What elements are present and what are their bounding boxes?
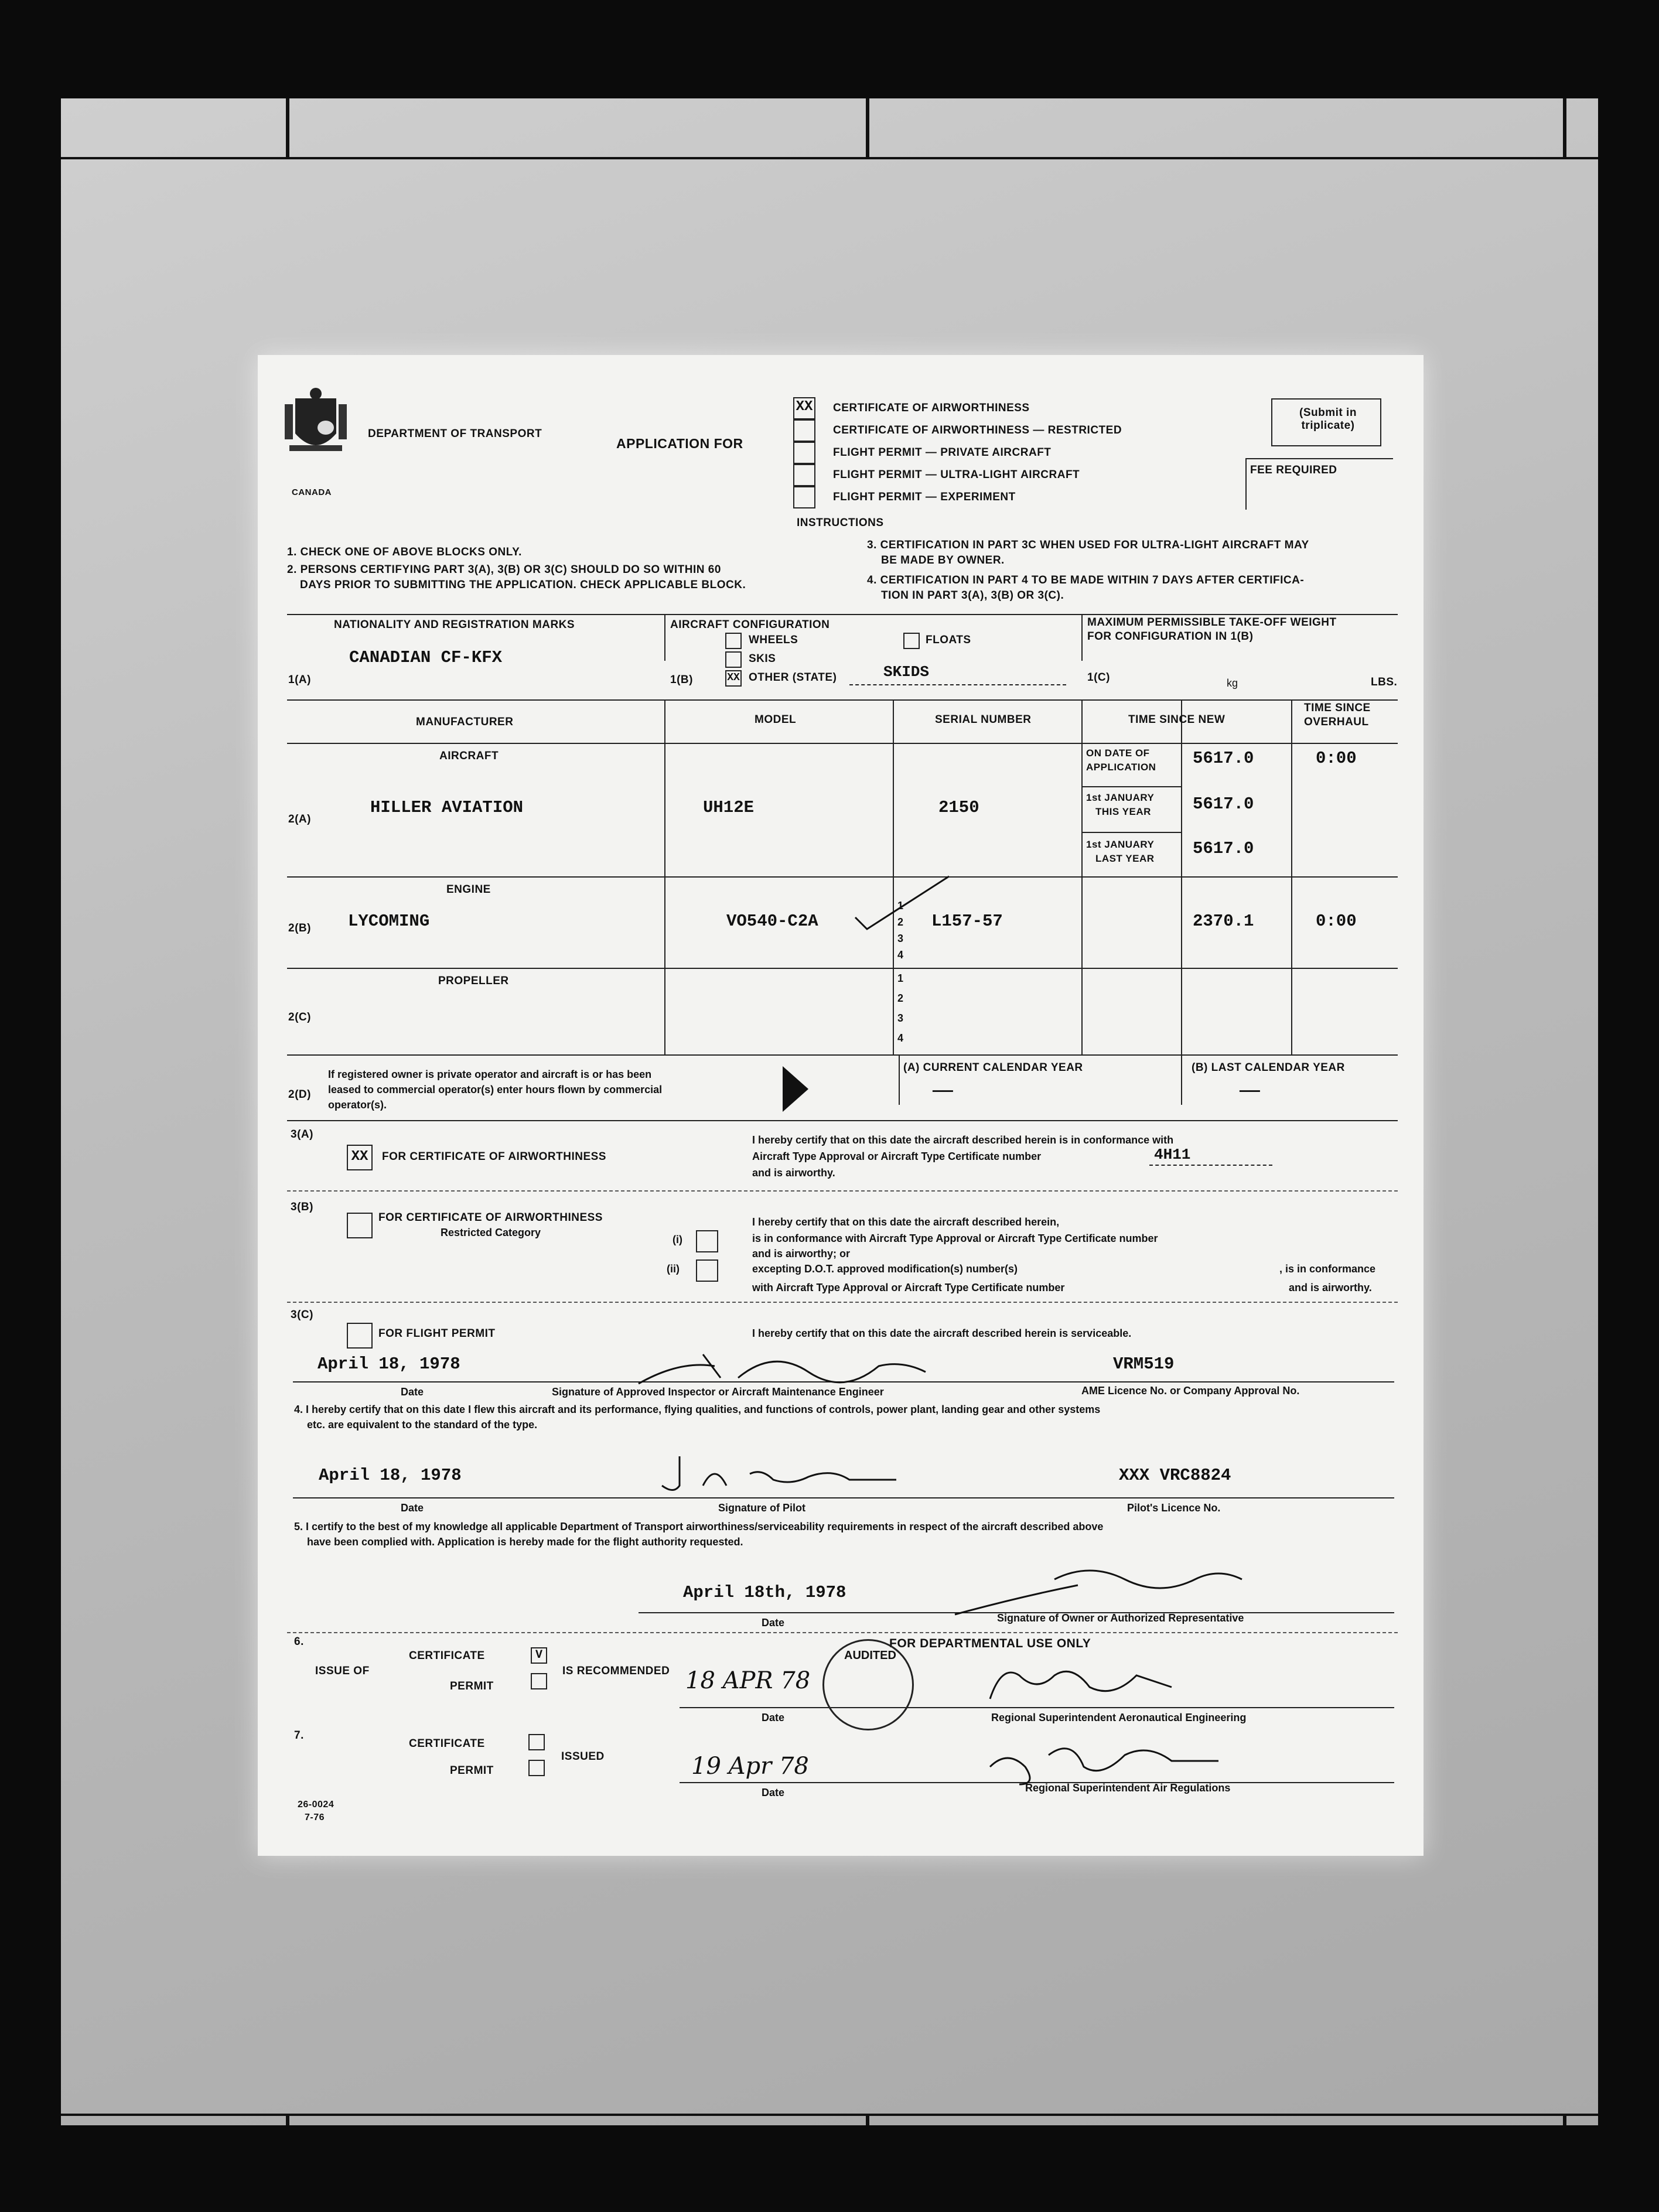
rule: [1081, 786, 1181, 787]
time-last-year-value: 5617.0: [1193, 839, 1254, 858]
ame-label: AME Licence No. or Company Approval No.: [1081, 1385, 1300, 1397]
3b-text-2: Restricted Category: [441, 1227, 541, 1238]
3c-cert: I hereby certify that on this date the aircraft described herein is serviceable.: [752, 1327, 1132, 1339]
film-tick: [1563, 2114, 1566, 2125]
propeller-label: PROPELLER: [438, 975, 509, 987]
form-date: 7-76: [305, 1812, 325, 1822]
floats-label: FLOATS: [926, 634, 971, 646]
aircraft-serial-value: 2150: [938, 798, 979, 817]
3a-cert: I hereby certify that on this date the aircraft described herein is in conformance with: [752, 1134, 1174, 1146]
country-label: CANADA: [292, 487, 332, 497]
rule: [287, 1054, 1398, 1056]
film-tick: [866, 98, 869, 157]
checkbox-7-certificate[interactable]: [528, 1734, 545, 1750]
submit-note: (Submit in triplicate): [1299, 407, 1357, 432]
instruction-2-cont: DAYS PRIOR TO SUBMITTING THE APPLICATION. CHECK APPLICABLE BLOCK.: [300, 579, 746, 591]
other-value: SKIDS: [883, 663, 930, 681]
section4-text-2: etc. are equivalent to the standard of the type.: [307, 1419, 538, 1431]
rule: [1291, 699, 1292, 1054]
row-label-2c: 2(C): [288, 1011, 311, 1023]
3b-cert: is in conformance with Aircraft Type Approval or Aircraft Type Certificate number: [752, 1233, 1158, 1244]
form-number: 26-0024: [298, 1800, 334, 1810]
kg-label: kg: [1227, 677, 1238, 689]
3b-cert: with Aircraft Type Approval or Aircraft Type Certificate number: [752, 1282, 1065, 1293]
row-label-2b: 2(B): [288, 922, 311, 934]
checkbox-3b-i[interactable]: [696, 1230, 718, 1252]
checkbox-floats[interactable]: [903, 633, 920, 649]
section5-text: 5. I certify to the best of my knowledge all applicable Department of Transport airworthiness/serviceability requirements in respect of the aircraft described above: [294, 1521, 1104, 1532]
checkbox-flight-permit-experiment[interactable]: [793, 486, 815, 508]
instruction-3-cont: BE MADE BY OWNER.: [881, 554, 1005, 566]
3b-cert: , is in conformance: [1279, 1263, 1376, 1275]
film-rule-bottom: [61, 2114, 1598, 2116]
3-date-label: Date: [401, 1386, 424, 1398]
checkbox-3c[interactable]: [347, 1323, 373, 1349]
engineering-sig-label: Regional Superintendent Aeronautical Engineering: [991, 1712, 1247, 1723]
3a-cert: and is airworthy.: [752, 1167, 835, 1179]
other-label: OTHER (STATE): [749, 671, 837, 684]
3b-ii-label: (ii): [667, 1263, 680, 1275]
rule: [287, 876, 1398, 878]
rule: [287, 968, 1398, 969]
config-header: AIRCRAFT CONFIGURATION: [670, 619, 830, 631]
7-date-value: 19 Apr 78: [691, 1753, 809, 1780]
time-overhaul-header: TIME SINCE: [1304, 702, 1371, 714]
engineering-signature: [984, 1652, 1183, 1711]
7-permit-label: PERMIT: [450, 1764, 494, 1777]
instruction-4-cont: TION IN PART 3(A), 3(B) OR 3(C).: [881, 589, 1064, 602]
skis-label: SKIS: [749, 653, 776, 665]
engine-serial-value: L157-57: [931, 912, 1003, 931]
3a-cert-value: 4H11: [1154, 1146, 1191, 1163]
engine-time-new-value: 2370.1: [1193, 912, 1254, 931]
row-label-2a: 2(A): [288, 813, 311, 825]
7-certificate-label: CERTIFICATE: [409, 1737, 485, 1750]
checkbox-certificate-restricted[interactable]: [793, 419, 815, 442]
rule: [1181, 1054, 1182, 1105]
time-label: ON DATE OF: [1086, 747, 1150, 759]
serial-header: SERIAL NUMBER: [935, 714, 1032, 726]
time-label: LAST YEAR: [1095, 853, 1155, 864]
rule: [1081, 699, 1083, 1054]
2d-text: leased to commercial operator(s) enter hours flown by commercial: [328, 1084, 663, 1095]
air-regulations-signature: [984, 1732, 1230, 1790]
section5-text-2: have been complied with. Application is hereby made for the flight authority requested.: [307, 1536, 743, 1548]
rule: [1081, 832, 1181, 833]
time-label: THIS YEAR: [1095, 806, 1151, 817]
option-label: CERTIFICATE OF AIRWORTHINESS — RESTRICTED: [833, 424, 1122, 436]
3b-cert: excepting D.O.T. approved modification(s) number(s): [752, 1263, 1018, 1275]
rule: [287, 1632, 1398, 1633]
pilot-sig-label: Signature of Pilot: [718, 1502, 806, 1514]
aircraft-overhaul-value: 0:00: [1316, 749, 1357, 768]
time-this-year-value: 5617.0: [1193, 794, 1254, 814]
rule: [1181, 699, 1182, 1054]
current-year-value: ——: [933, 1081, 953, 1101]
checkbox-3b[interactable]: [347, 1213, 373, 1238]
row-label-3c: 3(C): [291, 1309, 313, 1321]
6-certificate-label: CERTIFICATE: [409, 1650, 485, 1662]
ame-value: VRM519: [1113, 1354, 1175, 1374]
option-label: FLIGHT PERMIT — PRIVATE AIRCRAFT: [833, 446, 1052, 459]
option-label: FLIGHT PERMIT — ULTRA-LIGHT AIRCRAFT: [833, 469, 1080, 481]
lbs-label: LBS.: [1371, 676, 1398, 688]
rule: [287, 1190, 1398, 1192]
film-tick: [1563, 98, 1566, 157]
prop-pos-4: 4: [897, 1032, 904, 1044]
7-date-label: Date: [762, 1787, 785, 1798]
checkbox-wheels[interactable]: [725, 633, 742, 649]
application-for-label: APPLICATION FOR: [616, 436, 743, 451]
owner-signature: [949, 1562, 1254, 1620]
film-tick: [286, 2114, 289, 2125]
film-tick: [286, 98, 289, 157]
section6-num: 6.: [294, 1636, 304, 1648]
rule: [287, 614, 1398, 615]
rule: [287, 1302, 1398, 1303]
checkbox-6-certificate[interactable]: V: [531, 1647, 547, 1664]
checkbox-other[interactable]: XX: [725, 670, 742, 687]
weight-header-2: FOR CONFIGURATION IN 1(B): [1087, 630, 1254, 643]
checkbox-certificate-airworthiness[interactable]: XX: [793, 397, 815, 419]
3b-cert: and is airworthy.: [1289, 1282, 1372, 1293]
audited-stamp: [822, 1639, 914, 1730]
department-label: DEPARTMENT OF TRANSPORT: [368, 428, 542, 440]
row-label-1c: 1(C): [1087, 671, 1110, 684]
3b-text: FOR CERTIFICATE OF AIRWORTHINESS: [378, 1211, 603, 1224]
film-rule-top: [61, 157, 1598, 159]
engine-label: ENGINE: [446, 883, 491, 896]
time-overhaul-header-2: OVERHAUL: [1304, 716, 1369, 728]
stamp-text: AUDITED: [844, 1649, 896, 1662]
wheels-label: WHEELS: [749, 634, 798, 646]
checkbox-3b-ii[interactable]: [696, 1259, 718, 1282]
engine-overhaul-value: 0:00: [1316, 912, 1357, 931]
4-date-label: Date: [401, 1502, 424, 1514]
rule: [849, 684, 1066, 685]
checkbox-3a[interactable]: XX: [347, 1145, 373, 1170]
row-label-3b: 3(B): [291, 1201, 313, 1213]
pilot-licence-value: XXX VRC8824: [1119, 1466, 1231, 1485]
engine-model-value: VO540-C2A: [726, 912, 818, 931]
model-header: MODEL: [755, 714, 797, 726]
6-date-label: Date: [762, 1712, 785, 1723]
weight-header: MAXIMUM PERMISSIBLE TAKE-OFF WEIGHT: [1087, 616, 1337, 629]
dept-use-label: FOR DEPARTMENTAL USE ONLY: [889, 1637, 1091, 1650]
2d-text: operator(s).: [328, 1099, 387, 1111]
issue-of-label: ISSUE OF: [315, 1665, 370, 1677]
instruction-4: 4. CERTIFICATION IN PART 4 TO BE MADE WITHIN 7 DAYS AFTER CERTIFICA-: [867, 574, 1305, 586]
5-date-label: Date: [762, 1617, 785, 1629]
section4-text: 4. I hereby certify that on this date I flew this aircraft and its performance, flying qualities, and functions of controls, power plant, landing gear and other systems: [294, 1404, 1101, 1415]
rule: [664, 614, 665, 661]
checkbox-flight-permit-private[interactable]: [793, 442, 815, 464]
time-label: 1st JANUARY: [1086, 792, 1155, 803]
prop-pos-3: 3: [897, 1012, 904, 1024]
3b-cert: and is airworthy; or: [752, 1248, 851, 1259]
pilot-signature: [656, 1450, 902, 1497]
canada-coat-of-arms-logo: [284, 387, 348, 463]
time-new-header: TIME SINCE NEW: [1128, 714, 1226, 726]
checkbox-flight-permit-ultralight[interactable]: [793, 464, 815, 486]
film-tick: [866, 2114, 869, 2125]
aircraft-model-value: UH12E: [703, 798, 755, 817]
instruction-1: 1. CHECK ONE OF ABOVE BLOCKS ONLY.: [287, 546, 522, 558]
rule: [287, 1120, 1398, 1121]
current-year-label: (A) CURRENT CALENDAR YEAR: [903, 1061, 1083, 1074]
prop-pos-1: 1: [897, 972, 904, 984]
inspector-sig-label: Signature of Approved Inspector or Aircraft Maintenance Engineer: [552, 1386, 884, 1398]
engine-pos-1: 1: [897, 900, 904, 912]
instruction-3: 3. CERTIFICATION IN PART 3C WHEN USED FOR ULTRA-LIGHT AIRCRAFT MAY: [867, 539, 1309, 551]
pilot-licence-label: Pilot's Licence No.: [1127, 1502, 1221, 1514]
time-label: 1st JANUARY: [1086, 839, 1155, 850]
aircraft-label: AIRCRAFT: [439, 750, 499, 762]
instruction-2: 2. PERSONS CERTIFYING PART 3(A), 3(B) OR 3(C) SHOULD DO SO WITHIN 60: [287, 564, 721, 576]
last-year-label: (B) LAST CALENDAR YEAR: [1192, 1061, 1345, 1074]
2d-text: If registered owner is private operator and aircraft is or has been: [328, 1069, 652, 1080]
last-year-value: ——: [1240, 1081, 1260, 1101]
nationality-value: CANADIAN CF-KFX: [349, 648, 503, 667]
option-label: CERTIFICATE OF AIRWORTHINESS: [833, 402, 1030, 414]
fee-required-label: FEE REQUIRED: [1250, 464, 1337, 476]
row-label-2d: 2(D): [288, 1088, 311, 1101]
owner-sig-label: Signature of Owner or Authorized Representative: [997, 1612, 1244, 1624]
3a-cert: Aircraft Type Approval or Aircraft Type Certificate number: [752, 1151, 1042, 1162]
rule: [664, 699, 665, 1054]
rule: [899, 1054, 900, 1105]
3b-i-label: (i): [673, 1234, 682, 1245]
arrow-right-icon: [781, 1065, 810, 1113]
rule: [1081, 614, 1083, 661]
option-label: FLIGHT PERMIT — EXPERIMENT: [833, 491, 1016, 503]
row-label-1a: 1(A): [288, 674, 311, 686]
air-regulations-sig-label: Regional Superintendent Air Regulations: [1025, 1782, 1231, 1794]
checkbox-skis[interactable]: [725, 651, 742, 668]
engine-manufacturer-value: LYCOMING: [348, 912, 430, 931]
time-label: APPLICATION: [1086, 762, 1156, 773]
rule: [293, 1497, 1394, 1498]
rule: [287, 743, 1398, 744]
instructions-title: INSTRUCTIONS: [797, 517, 884, 529]
rule: [287, 699, 1398, 701]
6-date-value: 18 APR 78: [685, 1667, 811, 1694]
4-date-value: April 18, 1978: [319, 1466, 462, 1485]
airworthiness-application-form: [258, 355, 1424, 1856]
checkmark-icon: [844, 871, 961, 935]
row-label-3a: 3(A): [291, 1128, 313, 1141]
engine-pos-3: 3: [897, 933, 904, 944]
3b-cert: I hereby certify that on this date the aircraft described herein,: [752, 1216, 1060, 1228]
row-label-1b: 1(B): [670, 674, 693, 686]
prop-pos-2: 2: [897, 992, 904, 1004]
checkbox-7-permit[interactable]: [528, 1760, 545, 1776]
checkbox-6-permit[interactable]: [531, 1673, 547, 1689]
3c-text: FOR FLIGHT PERMIT: [378, 1327, 496, 1340]
manufacturer-header: MANUFACTURER: [416, 716, 514, 728]
6-permit-label: PERMIT: [450, 1680, 494, 1692]
aircraft-manufacturer-value: HILLER AVIATION: [370, 798, 524, 817]
rule: [1149, 1165, 1272, 1166]
recommended-label: IS RECOMMENDED: [562, 1665, 670, 1677]
engine-pos-4: 4: [897, 949, 904, 961]
3-date-value: April 18, 1978: [318, 1354, 460, 1374]
time-application-value: 5617.0: [1193, 749, 1254, 768]
3a-text: FOR CERTIFICATE OF AIRWORTHINESS: [382, 1151, 606, 1163]
5-date-value: April 18th, 1978: [683, 1583, 846, 1602]
nationality-header: NATIONALITY AND REGISTRATION MARKS: [334, 619, 575, 631]
engine-pos-2: 2: [897, 916, 904, 928]
section7-num: 7.: [294, 1729, 304, 1742]
issued-label: ISSUED: [561, 1750, 605, 1763]
